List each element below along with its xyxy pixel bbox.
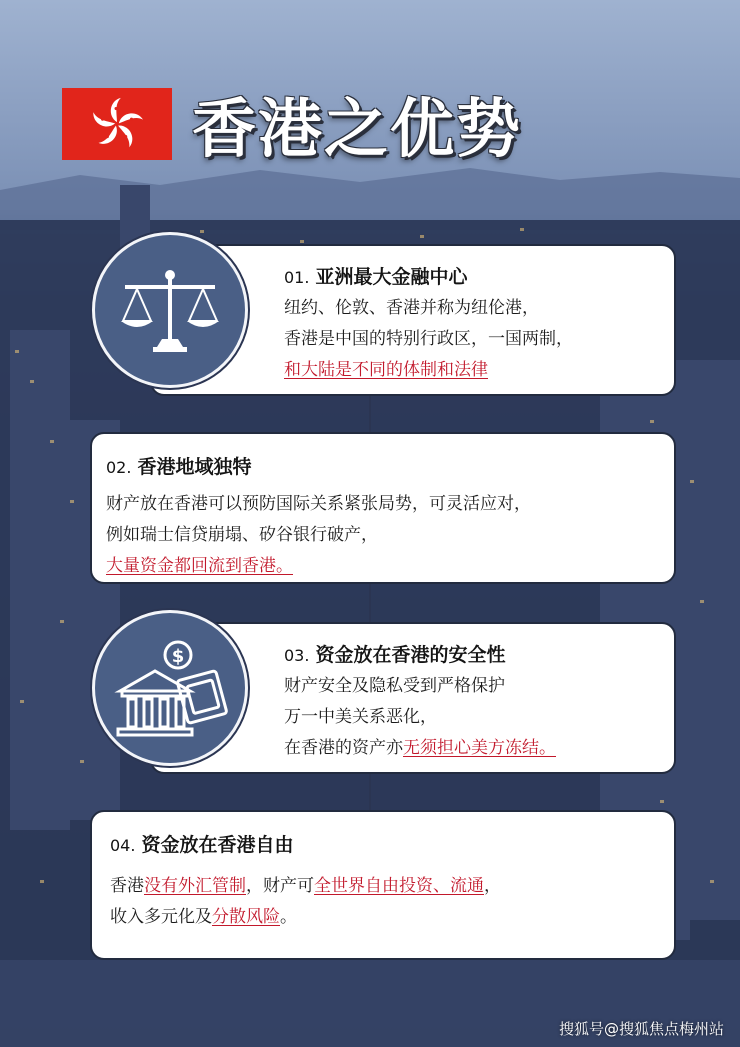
card-line: 财产放在香港可以预防国际关系紧张局势，可灵活应对， bbox=[106, 494, 531, 514]
card-unique-region bbox=[90, 432, 676, 584]
card-line: 财产安全及隐私受到严格保护 bbox=[284, 676, 505, 696]
card-line: 万一中美关系恶化， bbox=[284, 707, 437, 727]
card-heading: 02. 香港地域独特 bbox=[106, 456, 252, 478]
header bbox=[62, 88, 522, 167]
card-line: 香港没有外汇管制，财产可全世界自由投资、流通， bbox=[110, 876, 501, 896]
card-line-highlight: 和大陆是不同的体制和法律 bbox=[284, 360, 488, 380]
card-line: 纽约、伦敦、香港并称为纽伦港， bbox=[284, 298, 539, 318]
hong-kong-flag-icon bbox=[62, 88, 172, 160]
page-title: 香港之优势 bbox=[192, 93, 522, 167]
card-line-highlight: 在香港的资产亦无须担心美方冻结。 bbox=[284, 738, 556, 758]
bank-money-icon bbox=[92, 610, 248, 766]
watermark: 搜狐号@搜狐焦点梅州站 bbox=[558, 1020, 724, 1038]
card-line-highlight: 大量资金都回流到香港。 bbox=[106, 556, 293, 576]
card-fund-freedom bbox=[90, 810, 676, 960]
card-line: 收入多元化及分散风险。 bbox=[110, 907, 297, 927]
svg-text:$: $ bbox=[171, 646, 185, 667]
card-heading: 03. 资金放在香港的安全性 bbox=[284, 644, 506, 666]
card-heading: 04. 资金放在香港自由 bbox=[110, 834, 294, 856]
scales-icon bbox=[92, 232, 248, 388]
card-line: 香港是中国的特别行政区，一国两制， bbox=[284, 329, 573, 349]
card-heading: 01. 亚洲最大金融中心 bbox=[284, 266, 468, 288]
card-line: 例如瑞士信贷崩塌、矽谷银行破产， bbox=[106, 525, 378, 545]
